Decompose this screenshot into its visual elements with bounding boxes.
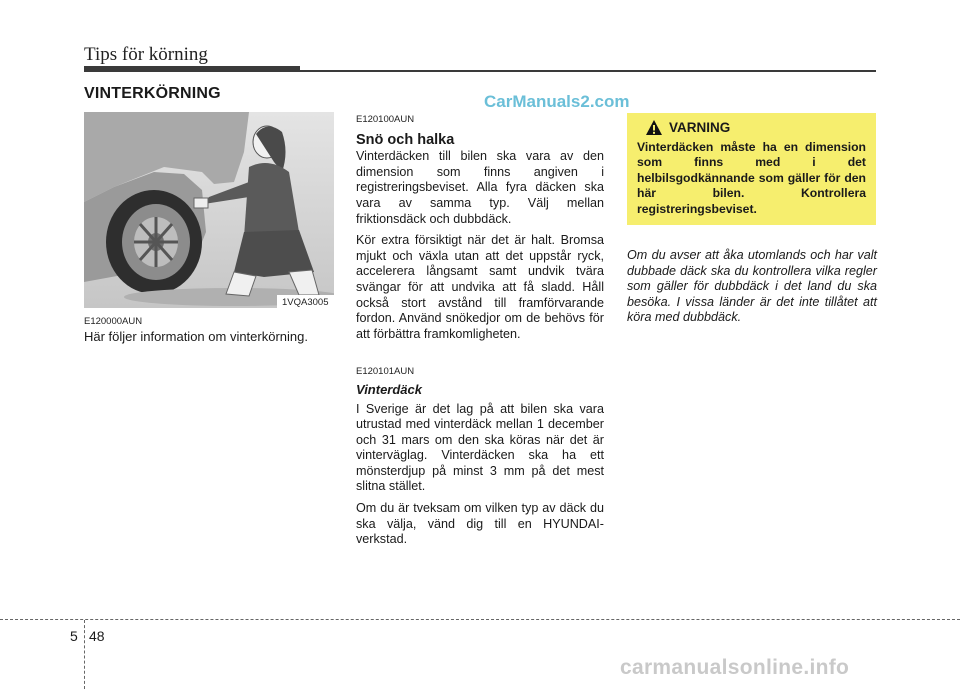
- intro-text: Här följer information om vinterkörning.: [84, 329, 308, 344]
- warning-triangle-icon: [645, 119, 663, 136]
- watermark-bottom[interactable]: carmanualsonline.info: [620, 656, 850, 679]
- paragraph: Kör extra försiktigt när det är halt. Bromsa mjukt och växla utan att det uppstår ryck, accelerera långsamt samt undvik tvära svängar för att undvika att få sladd. Håll också stort avstånd till framförvarande fordon. Använd snökedjor om de behövs för att förbättra framkomligheten.: [356, 233, 604, 341]
- tire-illustration: [84, 112, 334, 308]
- warning-box: [627, 113, 876, 225]
- section-code: E120100AUN: [356, 114, 415, 125]
- paragraph: Vinterdäcken till bilen ska vara av den dimension som finns angiven i registreringsbeviset. Alla fyra däcken ska vara av samma typ. Välj mellan friktionsdäck och dubbdäck.: [356, 149, 604, 226]
- header-title: Tips för körning: [84, 44, 208, 65]
- section-code: E120000AUN: [84, 316, 143, 327]
- warning-text: Vinterdäcken måste ha en dimension som finns med i det helbilsgodkännande som gäller för den här bilen. Kontrollera registreringsbeviset.: [637, 140, 866, 216]
- warning-title: VARNING: [669, 120, 731, 135]
- page-number: 48: [89, 628, 105, 644]
- travel-note: Om du avser att åka utomlands och har valt dubbade däck ska du kontrollera vilka regler som gäller för dubbdäck i det land du ska besöka. I vissa länder är det inte tillåtet att köra med dubbdäck.: [627, 248, 877, 324]
- header-rule: [300, 70, 876, 72]
- paragraph: I Sverige är det lag på att bilen ska vara utrustad med vinterdäck mellan 1 december och 31 mars om den ska köras när det är vinterväglag. Vinterdäcken ska ha ett mönsterdjup på minst 3 mm på det mest slitna stället.: [356, 401, 604, 494]
- subheading-winter-tires: Vinterdäck: [356, 381, 422, 397]
- chapter-number: 5: [70, 628, 78, 644]
- warning-header: [645, 119, 866, 136]
- paragraph: Om du är tveksam om vilken typ av däck du ska välja, vänd dig till en HYUNDAI-verkstad.: [356, 501, 604, 547]
- header-bar: [84, 66, 300, 72]
- watermark-top[interactable]: CarManuals2.com: [484, 92, 630, 111]
- content-column: [356, 112, 604, 554]
- illustration-woman-checking-tire: [84, 112, 334, 308]
- heading-snow-ice: Snö och halka: [356, 131, 455, 148]
- section-code: E120101AUN: [356, 366, 415, 378]
- section-title: VINTERKÖRNING: [84, 85, 221, 102]
- footer-divider: [84, 620, 85, 689]
- footer-rule: [0, 619, 960, 620]
- figure-label: 1VQA3005: [282, 297, 329, 308]
